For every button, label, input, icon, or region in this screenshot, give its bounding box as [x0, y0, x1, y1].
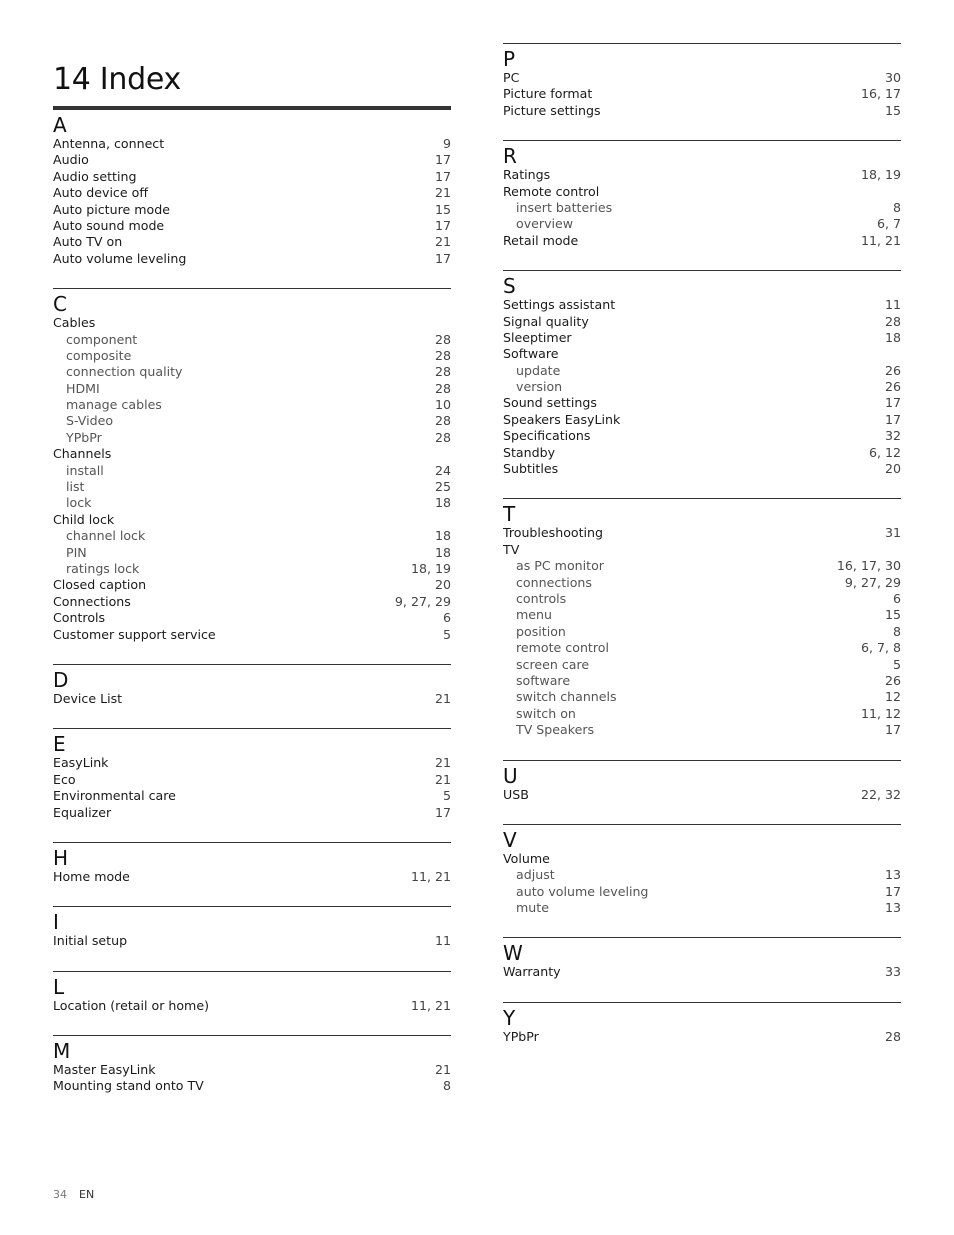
index-entry [53, 755, 451, 771]
entry-pages: 17 [884, 722, 901, 738]
entry-pages: 6, 7 [876, 216, 901, 232]
entry-pages: 18 [434, 528, 451, 544]
index-section-v [503, 824, 901, 917]
index-subentry [53, 495, 451, 511]
entry-term: Master EasyLink [53, 1062, 156, 1078]
index-subentry [503, 706, 901, 722]
entry-term: component [66, 331, 138, 347]
entry-term: Auto sound mode [53, 217, 165, 233]
index-entry [503, 103, 901, 119]
index-entry [53, 691, 451, 707]
entry-pages: 28 [434, 364, 451, 380]
entry-term: PIN [66, 544, 87, 560]
index-entry [53, 933, 451, 949]
index-subentry [503, 591, 901, 607]
entry-pages: 28 [434, 429, 451, 445]
entry-pages: 8 [892, 199, 901, 215]
entry-term: Settings assistant [503, 297, 616, 313]
entry-pages: 11, 21 [410, 868, 451, 884]
index-entry [503, 167, 901, 183]
index-subentry [503, 216, 901, 232]
index-section-u [503, 760, 901, 803]
section-letter: H [53, 845, 69, 870]
entry-term: Auto device off [53, 185, 148, 201]
entry-pages: 5 [892, 656, 901, 672]
entry-term: HDMI [66, 380, 100, 396]
section-letter: S [503, 274, 516, 299]
entry-term: Subtitles [503, 461, 559, 477]
entry-term: Sound settings [503, 395, 597, 411]
entry-term: Auto volume leveling [53, 250, 187, 266]
entry-term: adjust [516, 867, 555, 883]
index-subentry [53, 364, 451, 380]
entry-pages: 21 [434, 234, 451, 250]
index-entry [53, 152, 451, 168]
entry-term: overview [516, 216, 574, 232]
index-subentry [503, 673, 901, 689]
entry-pages: 8 [892, 623, 901, 639]
entry-pages: 17 [434, 804, 451, 820]
entry-term: Home mode [53, 868, 130, 884]
index-entry [53, 315, 451, 331]
entry-pages: 17 [434, 168, 451, 184]
entry-pages: 9 [442, 136, 451, 151]
entry-pages: 6, 7, 8 [860, 640, 901, 656]
index-entry [53, 218, 451, 234]
language-code: EN [79, 1188, 95, 1201]
entry-term: Customer support service [53, 626, 216, 642]
index-entry [53, 136, 451, 152]
entry-pages: 6, 12 [868, 444, 901, 460]
index-subentry [53, 561, 451, 577]
index-entry [503, 233, 901, 249]
index-entry [53, 610, 451, 626]
entry-pages: 9, 27, 29 [394, 593, 451, 609]
entry-term: insert batteries [516, 199, 613, 215]
entry-term: software [516, 672, 571, 688]
index-subentry [503, 575, 901, 591]
entry-term: TV Speakers [516, 722, 595, 738]
index-section-t [503, 498, 901, 738]
entry-pages: 21 [434, 1062, 451, 1078]
entry-pages: 22, 32 [860, 786, 901, 802]
entry-term: Speakers EasyLink [503, 411, 621, 427]
entry-term: connection quality [66, 364, 183, 380]
index-entry [53, 512, 451, 528]
index-entry [503, 330, 901, 346]
entry-term: connections [516, 574, 592, 590]
index-entry [53, 446, 451, 462]
entry-pages: 28 [884, 313, 901, 329]
index-entry [503, 86, 901, 102]
index-section-w [503, 937, 901, 980]
entry-term: Volume [503, 850, 550, 866]
entry-pages: 28 [434, 413, 451, 429]
entry-term: menu [516, 607, 552, 623]
index-subentry [503, 884, 901, 900]
entry-term: S-Video [66, 413, 114, 429]
entry-term: screen care [516, 656, 590, 672]
entry-pages: 18, 19 [410, 560, 451, 576]
entry-pages: 28 [434, 380, 451, 396]
index-entry [53, 594, 451, 610]
entry-pages: 20 [434, 577, 451, 593]
entry-term: lock [66, 495, 92, 511]
entry-term: Sleeptimer [503, 329, 572, 345]
index-section-y [503, 1002, 901, 1045]
entry-pages: 24 [434, 462, 451, 478]
entry-term: Child lock [53, 511, 115, 527]
index-entry [503, 542, 901, 558]
entry-pages: 31 [884, 525, 901, 541]
index-entry [503, 851, 901, 867]
entry-pages: 28 [434, 347, 451, 363]
entry-term: manage cables [66, 397, 162, 413]
entry-term: Closed caption [53, 577, 147, 593]
entry-pages: 10 [434, 397, 451, 413]
section-letter: P [503, 47, 516, 71]
entry-pages: 11, 21 [410, 997, 451, 1013]
entry-pages: 13 [884, 867, 901, 883]
entry-term: Antenna, connect [53, 136, 165, 151]
entry-term: Ratings [503, 167, 551, 183]
entry-term: Auto picture mode [53, 201, 170, 217]
entry-term: as PC monitor [516, 558, 604, 574]
entry-pages: 15 [884, 102, 901, 118]
entry-term: switch channels [516, 689, 617, 705]
index-subentry [503, 657, 901, 673]
entry-term: Remote control [503, 183, 600, 199]
entry-pages: 5 [442, 626, 451, 642]
index-subentry [503, 722, 901, 738]
index-entry [503, 395, 901, 411]
index-section-c [53, 288, 451, 643]
entry-term: USB [503, 786, 529, 802]
entry-pages: 30 [884, 70, 901, 85]
entry-pages: 17 [434, 152, 451, 168]
entry-term: Initial setup [53, 933, 128, 949]
index-section-h [53, 842, 451, 885]
section-letter: L [53, 974, 65, 999]
index-section-a [53, 110, 451, 267]
index-entry [503, 428, 901, 444]
entry-pages: 16, 17 [860, 86, 901, 102]
entry-pages: 25 [434, 479, 451, 495]
entry-term: Device List [53, 690, 123, 706]
entry-term: controls [516, 590, 567, 606]
index-subentry [53, 413, 451, 429]
index-entry [503, 445, 901, 461]
entry-pages: 18 [434, 544, 451, 560]
entry-term: YPbPr [66, 429, 102, 445]
index-subentry [53, 348, 451, 364]
index-subentry [53, 332, 451, 348]
index-subentry [503, 363, 901, 379]
index-entry [53, 185, 451, 201]
index-subentry [503, 624, 901, 640]
entry-term: YPbPr [503, 1028, 539, 1044]
index-entry [503, 297, 901, 313]
entry-pages: 15 [434, 201, 451, 217]
index-entry [503, 964, 901, 980]
index-entry [53, 169, 451, 185]
entry-pages: 11 [434, 933, 451, 949]
entry-pages: 6 [892, 590, 901, 606]
index-subentry [503, 689, 901, 705]
section-letter: V [503, 827, 517, 852]
entry-pages: 11, 12 [860, 705, 901, 721]
entry-term: PC [503, 70, 520, 85]
entry-pages: 28 [434, 331, 451, 347]
entry-term: switch on [516, 705, 576, 721]
index-entry [503, 525, 901, 541]
entry-term: Specifications [503, 428, 591, 444]
section-letter: W [503, 941, 523, 966]
entry-pages: 11 [884, 297, 901, 313]
index-entry [503, 314, 901, 330]
index-subentry [53, 430, 451, 446]
index-entry [503, 461, 901, 477]
section-letter: A [53, 113, 67, 137]
index-section-d [53, 664, 451, 707]
entry-pages: 21 [434, 771, 451, 787]
index-entry [53, 1078, 451, 1094]
entry-term: Environmental care [53, 788, 176, 804]
index-section-s [503, 270, 901, 477]
entry-term: Equalizer [53, 804, 112, 820]
index-subentry [503, 867, 901, 883]
entry-term: Eco [53, 771, 76, 787]
index-entry [53, 998, 451, 1014]
index-entry [53, 869, 451, 885]
index-section-p [503, 43, 901, 119]
section-letter: Y [503, 1005, 516, 1030]
index-section-m [53, 1035, 451, 1095]
entry-pages: 21 [434, 755, 451, 771]
entry-term: Channels [53, 446, 112, 462]
entry-term: Audio setting [53, 168, 137, 184]
index-subentry [503, 900, 901, 916]
entry-pages: 16, 17, 30 [836, 558, 901, 574]
index-section-l [53, 971, 451, 1014]
entry-term: mute [516, 900, 549, 916]
entry-pages: 11, 21 [860, 232, 901, 248]
index-entry [53, 251, 451, 267]
section-letter: R [503, 144, 517, 169]
index-subentry [53, 479, 451, 495]
entry-term: Picture settings [503, 102, 601, 118]
entry-term: update [516, 362, 561, 378]
section-letter: T [503, 502, 516, 527]
entry-term: channel lock [66, 528, 146, 544]
entry-pages: 21 [434, 690, 451, 706]
entry-term: Auto TV on [53, 234, 123, 250]
index-entry [503, 1029, 901, 1045]
entry-pages: 18, 19 [860, 167, 901, 183]
entry-pages: 28 [884, 1028, 901, 1044]
index-subentry [53, 545, 451, 561]
entry-term: Software [503, 346, 559, 362]
entry-term: Troubleshooting [503, 525, 604, 541]
index-entry [53, 202, 451, 218]
entry-term: ratings lock [66, 560, 140, 576]
entry-pages: 26 [884, 362, 901, 378]
index-entry [53, 1062, 451, 1078]
section-letter: D [53, 667, 69, 692]
index-entry [53, 788, 451, 804]
entry-term: install [66, 462, 104, 478]
entry-pages: 33 [884, 964, 901, 980]
entry-pages: 26 [884, 672, 901, 688]
entry-term: Retail mode [503, 232, 579, 248]
index-subentry [503, 640, 901, 656]
index-section-r [503, 140, 901, 249]
entry-term: composite [66, 347, 132, 363]
entry-pages: 17 [884, 395, 901, 411]
entry-pages: 21 [434, 185, 451, 201]
entry-term: Controls [53, 610, 106, 626]
index-subentry [503, 379, 901, 395]
index-section-e [53, 728, 451, 821]
section-letter: C [53, 292, 67, 317]
entry-term: Signal quality [503, 313, 589, 329]
entry-term: position [516, 623, 566, 639]
index-entry [503, 184, 901, 200]
entry-term: Connections [53, 593, 131, 609]
entry-pages: 17 [434, 217, 451, 233]
page-footer [53, 1188, 94, 1201]
entry-term: Mounting stand onto TV [53, 1078, 204, 1094]
entry-pages: 8 [442, 1078, 451, 1094]
index-entry [503, 70, 901, 86]
section-letter: M [53, 1039, 71, 1064]
entry-term: Audio [53, 152, 89, 168]
index-column-right [503, 43, 901, 1045]
section-letter: I [53, 910, 59, 935]
entry-pages: 12 [884, 689, 901, 705]
entry-term: auto volume leveling [516, 883, 649, 899]
index-entry [53, 627, 451, 643]
entry-pages: 6 [442, 610, 451, 626]
index-entry [53, 234, 451, 250]
index-entry [53, 805, 451, 821]
section-letter: E [53, 732, 66, 757]
entry-pages: 17 [884, 883, 901, 899]
entry-pages: 32 [884, 428, 901, 444]
entry-term: Location (retail or home) [53, 997, 209, 1013]
index-subentry [503, 200, 901, 216]
entry-pages: 20 [884, 461, 901, 477]
entry-pages: 26 [884, 379, 901, 395]
page-number: 34 [53, 1188, 67, 1201]
entry-term: Standby [503, 444, 556, 460]
index-subentry [503, 558, 901, 574]
entry-pages: 17 [884, 411, 901, 427]
entry-pages: 17 [434, 250, 451, 266]
index-subentry [53, 381, 451, 397]
section-letter: U [503, 763, 518, 788]
entry-term: Warranty [503, 964, 561, 980]
entry-pages: 18 [434, 495, 451, 511]
index-column-left [53, 110, 451, 1095]
index-subentry [503, 607, 901, 623]
index-entry [503, 787, 901, 803]
entry-pages: 9, 27, 29 [844, 574, 901, 590]
index-section-i [53, 906, 451, 949]
index-entry [53, 772, 451, 788]
entry-term: remote control [516, 640, 609, 656]
index-subentry [53, 463, 451, 479]
page-title: 14 Index [53, 62, 181, 98]
entry-term: EasyLink [53, 755, 109, 771]
entry-term: version [516, 379, 563, 395]
entry-term: Picture format [503, 86, 593, 102]
entry-pages: 15 [884, 607, 901, 623]
entry-pages: 5 [442, 788, 451, 804]
index-subentry [53, 397, 451, 413]
entry-pages: 18 [884, 329, 901, 345]
index-entry [53, 577, 451, 593]
entry-pages: 13 [884, 900, 901, 916]
index-entry [503, 346, 901, 362]
index-entry [503, 412, 901, 428]
index-subentry [53, 528, 451, 544]
entry-term: list [66, 479, 85, 495]
entry-term: Cables [53, 315, 96, 331]
entry-term: TV [503, 541, 520, 557]
